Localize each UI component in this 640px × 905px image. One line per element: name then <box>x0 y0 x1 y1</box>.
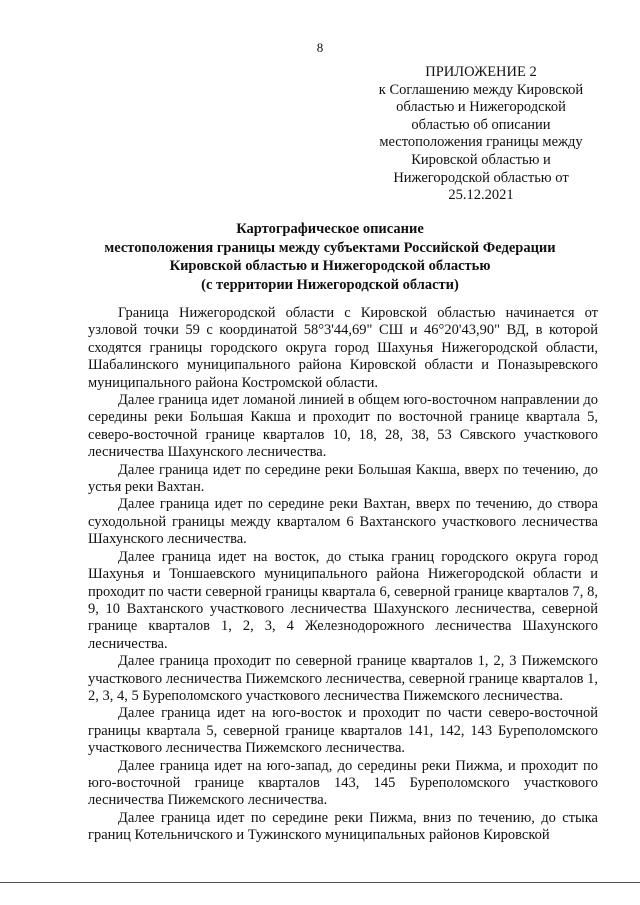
appendix-line: местоположения границы между <box>379 134 583 151</box>
appendix-line: к Соглашению между Кировской <box>378 81 584 98</box>
appendix-line: Нижегородской областью от <box>393 169 569 186</box>
paragraph: Далее граница идет по середине реки Вахтан, вверх по течению, до створа суходольной границы между кварталом 6 Вахтанского участкового лесничества Шахунского лесничества. <box>88 496 598 548</box>
paragraph: Далее граница идет ломаной линией в общем юго-восточном направлении до середины реки Большая Какша и проходит по восточной границе квартала 5, северо-восточной границе кварталов 10, 18, 28, 38, 53 Сявского участкового лесничества Шахунского лесничества. <box>88 392 598 461</box>
appendix-title: ПРИЛОЖЕНИЕ 2 <box>425 64 537 80</box>
title-line: (с территории Нижегородской области) <box>201 276 459 293</box>
appendix-header <box>362 64 600 205</box>
title-line: Кировской областью и Нижегородской областью <box>169 258 491 274</box>
title-line: местоположения границы между субъектами Российской Федерации <box>104 239 556 256</box>
paragraph: Граница Нижегородской области с Кировской областью начинается от узловой точки 59 с координатой 58°3'44,69" СШ и 46°20'43,90" ВД, в которой сходятся границы городского округа город Шахунья Нижегородской области, Шабалинского муниципального района Кировской области и Поназыревского муниципального района Костромской области. <box>88 305 598 391</box>
paragraph: Далее граница идет по середине реки Пижма, вниз по течению, до стыка границ Котельничского и Тужинского муниципальных районов Кировской <box>88 809 598 844</box>
appendix-line: областью об описании <box>411 116 551 133</box>
paragraph: Далее граница идет по середине реки Большая Какша, вверх по течению, до устья реки Вахтан. <box>88 461 598 496</box>
appendix-line: областью и Нижегородской <box>396 99 566 116</box>
footer-divider <box>0 882 640 883</box>
document-title <box>60 220 600 294</box>
paragraph: Далее граница идет на юго-запад, до середины реки Пижма, и проходит по юго-восточной границе кварталов 143, 145 Буреполомского участкового лесничества Пижемского лесничества. <box>88 757 598 809</box>
page-number: 8 <box>316 40 324 55</box>
title-line: Картографическое описание <box>236 221 424 237</box>
body-text <box>88 305 598 845</box>
paragraph: Далее граница проходит по северной границе кварталов 1, 2, 3 Пижемского участкового лесничества Пижемского лесничества, северной границе кварталов 1, 2, 3, 4, 5 Буреполомского участкового лесничества Пижемского лесничества. <box>88 653 598 704</box>
paragraph: Далее граница идет на восток, до стыка границ городского округа город Шахунья и Тоншаевского муниципального района Нижегородской области и проходит по части северной границы квартала 6, северной границе кварталов 7, 8, 9, 10 Вахтанского участкового лесничества Шахунского лесничества, северной границе кварталов 1, 2, 3, 4 Железнодорожного лесничества Шахунского лесничества. <box>88 548 598 652</box>
appendix-date: 25.12.2021 <box>448 187 514 204</box>
appendix-line: Кировской областью и <box>411 151 551 168</box>
paragraph: Далее граница идет на юго-восток и проходит по части северо-восточной границы квартала 5, северной границе кварталов 141, 142, 143 Буреполомского участкового лесничества Пижемского лесничества. <box>88 705 598 757</box>
